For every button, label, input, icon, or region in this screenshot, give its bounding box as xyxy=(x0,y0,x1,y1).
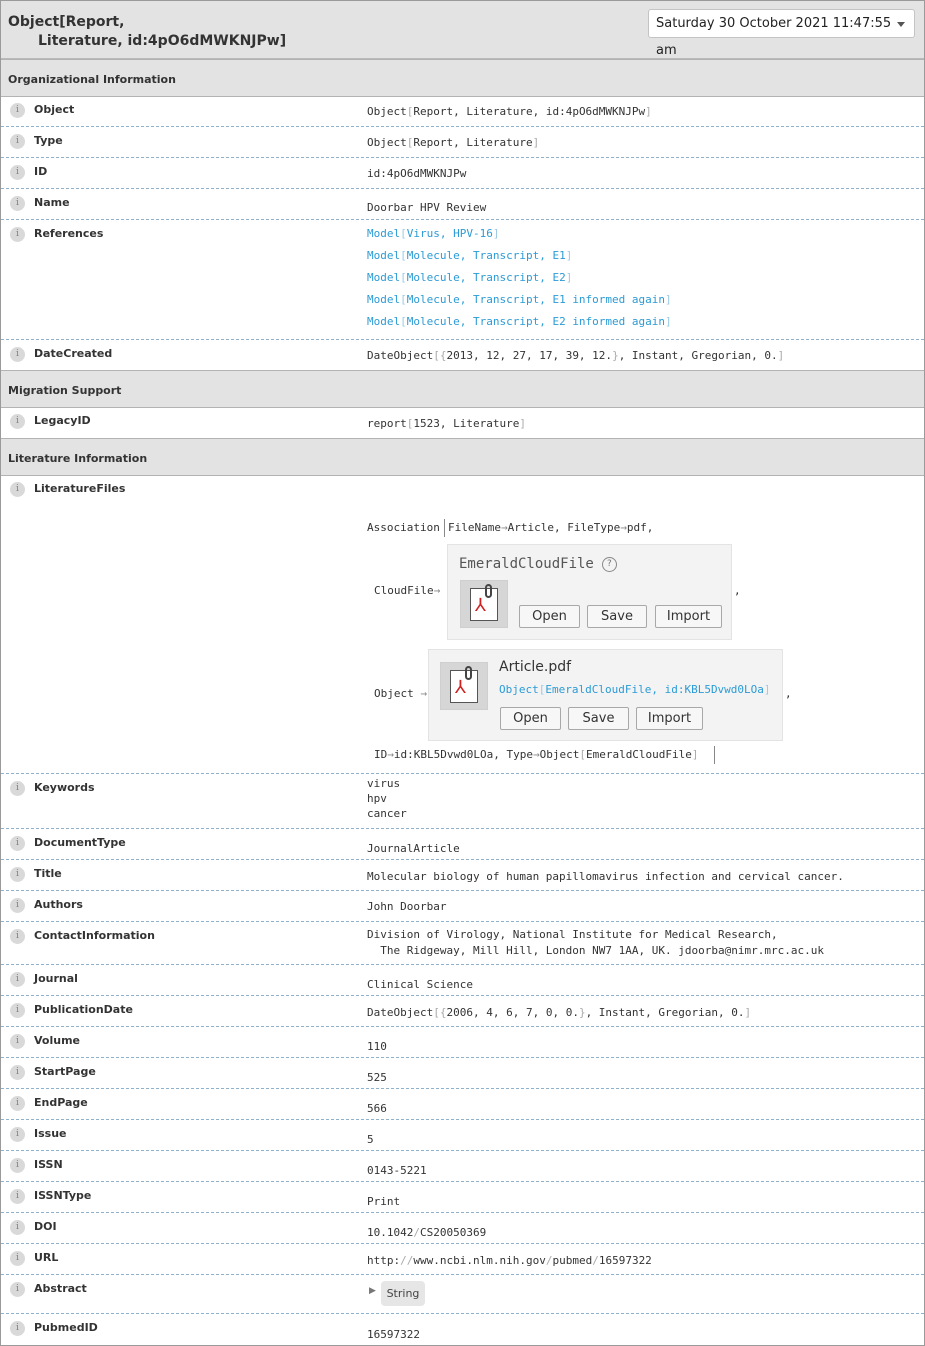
field-value: Clinical Science xyxy=(367,978,473,991)
reference-link[interactable]: Model[Molecule, Transcript, E2 informed again] xyxy=(367,315,672,328)
import-button[interactable]: Import xyxy=(636,707,703,730)
field-row-literature-files xyxy=(1,476,924,774)
info-icon[interactable]: i xyxy=(10,1251,25,1266)
section-title: Literature Information xyxy=(8,452,148,465)
association-line1: FileName→Article, FileType→pdf, xyxy=(448,521,654,534)
info-icon[interactable]: i xyxy=(10,1003,25,1018)
info-icon[interactable]: i xyxy=(10,134,25,149)
field-label: Name xyxy=(34,196,70,209)
field-row-references xyxy=(1,220,924,340)
info-icon[interactable]: i xyxy=(10,103,25,118)
association-open-bar xyxy=(444,519,445,537)
field-label: PublicationDate xyxy=(34,1003,133,1016)
field-row-date-created xyxy=(1,340,924,370)
info-icon[interactable]: i xyxy=(10,929,25,944)
comma: , xyxy=(734,584,741,597)
field-value: http://www.ncbi.nlm.nih.gov/pubmed/16597322 xyxy=(367,1254,652,1267)
field-value: Object[Report, Literature, id:4pO6dMWKNJPw] xyxy=(367,105,652,118)
field-row-publication-date xyxy=(1,996,924,1027)
field-row-name xyxy=(1,189,924,220)
pdf-file-icon: ⅄ xyxy=(440,662,488,710)
section-title: Organizational Information xyxy=(8,73,176,86)
info-icon[interactable]: i xyxy=(10,347,25,362)
field-value: 5 xyxy=(367,1133,374,1146)
field-value: JournalArticle xyxy=(367,842,460,855)
info-icon[interactable]: i xyxy=(10,898,25,913)
section-title: Migration Support xyxy=(8,384,122,397)
field-value: 10.1042/CS20050369 xyxy=(367,1226,487,1239)
field-row-contact-information xyxy=(1,922,924,965)
help-icon[interactable]: ? xyxy=(602,557,617,572)
info-icon[interactable]: i xyxy=(10,482,25,497)
field-label: DateCreated xyxy=(34,347,113,360)
field-row-authors xyxy=(1,891,924,922)
info-icon[interactable]: i xyxy=(10,1189,25,1204)
field-label: Journal xyxy=(34,972,78,985)
object-title-line2: Literature, id:4pO6dMWKNJPw] xyxy=(38,33,287,49)
date-value: Saturday 30 October 2021 11:47:55 am xyxy=(656,16,892,58)
association-line-last: ID→id:KBL5Dvwd0LOa, Type→Object[EmeraldCloudFile] xyxy=(374,748,699,761)
field-row-pubmed-id xyxy=(1,1314,924,1345)
file-object-link[interactable]: Object[EmeraldCloudFile, id:KBL5Dvwd0LOa] xyxy=(499,683,771,696)
field-label: LegacyID xyxy=(34,414,91,427)
open-button[interactable]: Open xyxy=(519,605,580,628)
field-value: 16597322 xyxy=(367,1328,420,1341)
field-value: John Doorbar xyxy=(367,900,447,913)
info-icon[interactable]: i xyxy=(10,1158,25,1173)
info-icon[interactable]: i xyxy=(10,227,25,242)
field-row-issue xyxy=(1,1120,924,1151)
field-row-legacy-id xyxy=(1,408,924,438)
section-migration xyxy=(1,370,924,408)
field-value: Print xyxy=(367,1195,401,1208)
field-value: 110 xyxy=(367,1040,387,1053)
header-bar xyxy=(1,1,924,59)
field-label: Object xyxy=(34,103,75,116)
date-version-dropdown[interactable] xyxy=(648,9,915,58)
keyword-item: cancer xyxy=(367,807,407,820)
field-label: LiteratureFiles xyxy=(34,482,126,495)
info-icon[interactable]: i xyxy=(10,781,25,796)
field-row-document-type xyxy=(1,829,924,860)
field-row-journal xyxy=(1,965,924,996)
field-label: EndPage xyxy=(34,1096,88,1109)
field-value: 0143-5221 xyxy=(367,1164,427,1177)
field-value: Object[Report, Literature] xyxy=(367,136,540,149)
field-label: Title xyxy=(34,867,62,880)
info-icon[interactable]: i xyxy=(10,1065,25,1080)
field-row-doi xyxy=(1,1213,924,1244)
field-label: ISSNType xyxy=(34,1189,92,1202)
reference-link[interactable]: Model[Molecule, Transcript, E2] xyxy=(367,271,573,284)
field-row-url xyxy=(1,1244,924,1275)
reference-link[interactable]: Model[Molecule, Transcript, E1] xyxy=(367,249,573,262)
cloudfile-card-title: EmeraldCloudFile ? xyxy=(459,556,617,572)
field-label: DOI xyxy=(34,1220,57,1233)
field-label: ISSN xyxy=(34,1158,63,1171)
object-title-line1: Object[Report, xyxy=(8,14,125,30)
field-value: report[1523, Literature] xyxy=(367,417,526,430)
info-icon[interactable]: i xyxy=(10,867,25,882)
keyword-item: hpv xyxy=(367,792,387,805)
field-label: URL xyxy=(34,1251,59,1264)
field-row-issn xyxy=(1,1151,924,1182)
info-icon[interactable]: i xyxy=(10,972,25,987)
field-label: References xyxy=(34,227,104,240)
field-value: 566 xyxy=(367,1102,387,1115)
info-icon[interactable]: i xyxy=(10,1321,25,1336)
field-label: Abstract xyxy=(34,1282,87,1295)
field-row-volume xyxy=(1,1027,924,1058)
field-row-type xyxy=(1,127,924,158)
section-organizational xyxy=(1,59,924,97)
field-value: DateObject[{2006, 4, 6, 7, 0, 0.}, Instant, Gregorian, 0.] xyxy=(367,1006,752,1019)
info-icon[interactable]: i xyxy=(10,1096,25,1111)
field-value-line2: The Ridgeway, Mill Hill, London NW7 1AA, UK. jdoorba@nimr.mrc.ac.uk xyxy=(367,944,824,957)
field-value: Doorbar HPV Review xyxy=(367,201,487,214)
field-row-end-page xyxy=(1,1089,924,1120)
object-file-card xyxy=(428,649,783,741)
file-name: Article.pdf xyxy=(499,659,572,675)
field-row-title xyxy=(1,860,924,891)
field-label: ID xyxy=(34,165,48,178)
field-label: Authors xyxy=(34,898,83,911)
field-label: ContactInformation xyxy=(34,929,155,942)
association-close-bar xyxy=(714,746,715,764)
chevron-down-icon xyxy=(897,22,905,27)
string-expand-button[interactable]: String xyxy=(381,1281,425,1306)
field-label: DocumentType xyxy=(34,836,126,849)
info-icon[interactable]: i xyxy=(10,1282,25,1297)
field-row-abstract xyxy=(1,1275,924,1314)
field-label: StartPage xyxy=(34,1065,96,1078)
field-label: PubmedID xyxy=(34,1321,98,1334)
field-value: Molecular biology of human papillomavirus infection and cervical cancer. xyxy=(367,870,844,883)
association-word: Association xyxy=(367,521,440,534)
field-row-object xyxy=(1,96,924,127)
info-icon[interactable]: i xyxy=(10,1220,25,1235)
info-icon[interactable]: i xyxy=(10,165,25,180)
field-row-keywords xyxy=(1,774,924,829)
field-label: Volume xyxy=(34,1034,80,1047)
field-value: id:4pO6dMWKNJPw xyxy=(367,167,467,180)
field-value: 525 xyxy=(367,1071,387,1084)
reference-link[interactable]: Model[Molecule, Transcript, E1 informed again] xyxy=(367,293,672,306)
section-literature xyxy=(1,438,924,476)
info-icon[interactable]: i xyxy=(10,196,25,211)
cloudfile-key: CloudFile→ xyxy=(374,584,441,597)
field-label: Keywords xyxy=(34,781,95,794)
comma: , xyxy=(785,687,792,700)
info-icon[interactable]: i xyxy=(10,414,25,429)
cloudfile-card xyxy=(447,544,732,640)
pdf-file-icon: ⅄ xyxy=(460,580,508,628)
field-label: Type xyxy=(34,134,63,147)
field-row-id xyxy=(1,158,924,189)
reference-link[interactable]: Model[Virus, HPV-16] xyxy=(367,227,500,240)
save-button[interactable]: Save xyxy=(568,707,629,730)
open-button[interactable]: Open xyxy=(500,707,561,730)
field-row-issn-type xyxy=(1,1182,924,1213)
save-button[interactable]: Save xyxy=(587,605,647,628)
field-value: DateObject[{2013, 12, 27, 17, 39, 12.}, Instant, Gregorian, 0.] xyxy=(367,349,785,362)
info-icon[interactable]: i xyxy=(10,1034,25,1049)
object-key: Object → xyxy=(374,687,427,700)
field-label: Issue xyxy=(34,1127,67,1140)
field-value-line1: Division of Virology, National Institute for Medical Research, xyxy=(367,928,778,941)
import-button[interactable]: Import xyxy=(655,605,722,628)
info-icon[interactable]: i xyxy=(10,1127,25,1142)
info-icon[interactable]: i xyxy=(10,836,25,851)
keyword-item: virus xyxy=(367,777,401,790)
expand-triangle-icon[interactable]: ▶ xyxy=(369,1286,376,1296)
field-row-start-page xyxy=(1,1058,924,1089)
